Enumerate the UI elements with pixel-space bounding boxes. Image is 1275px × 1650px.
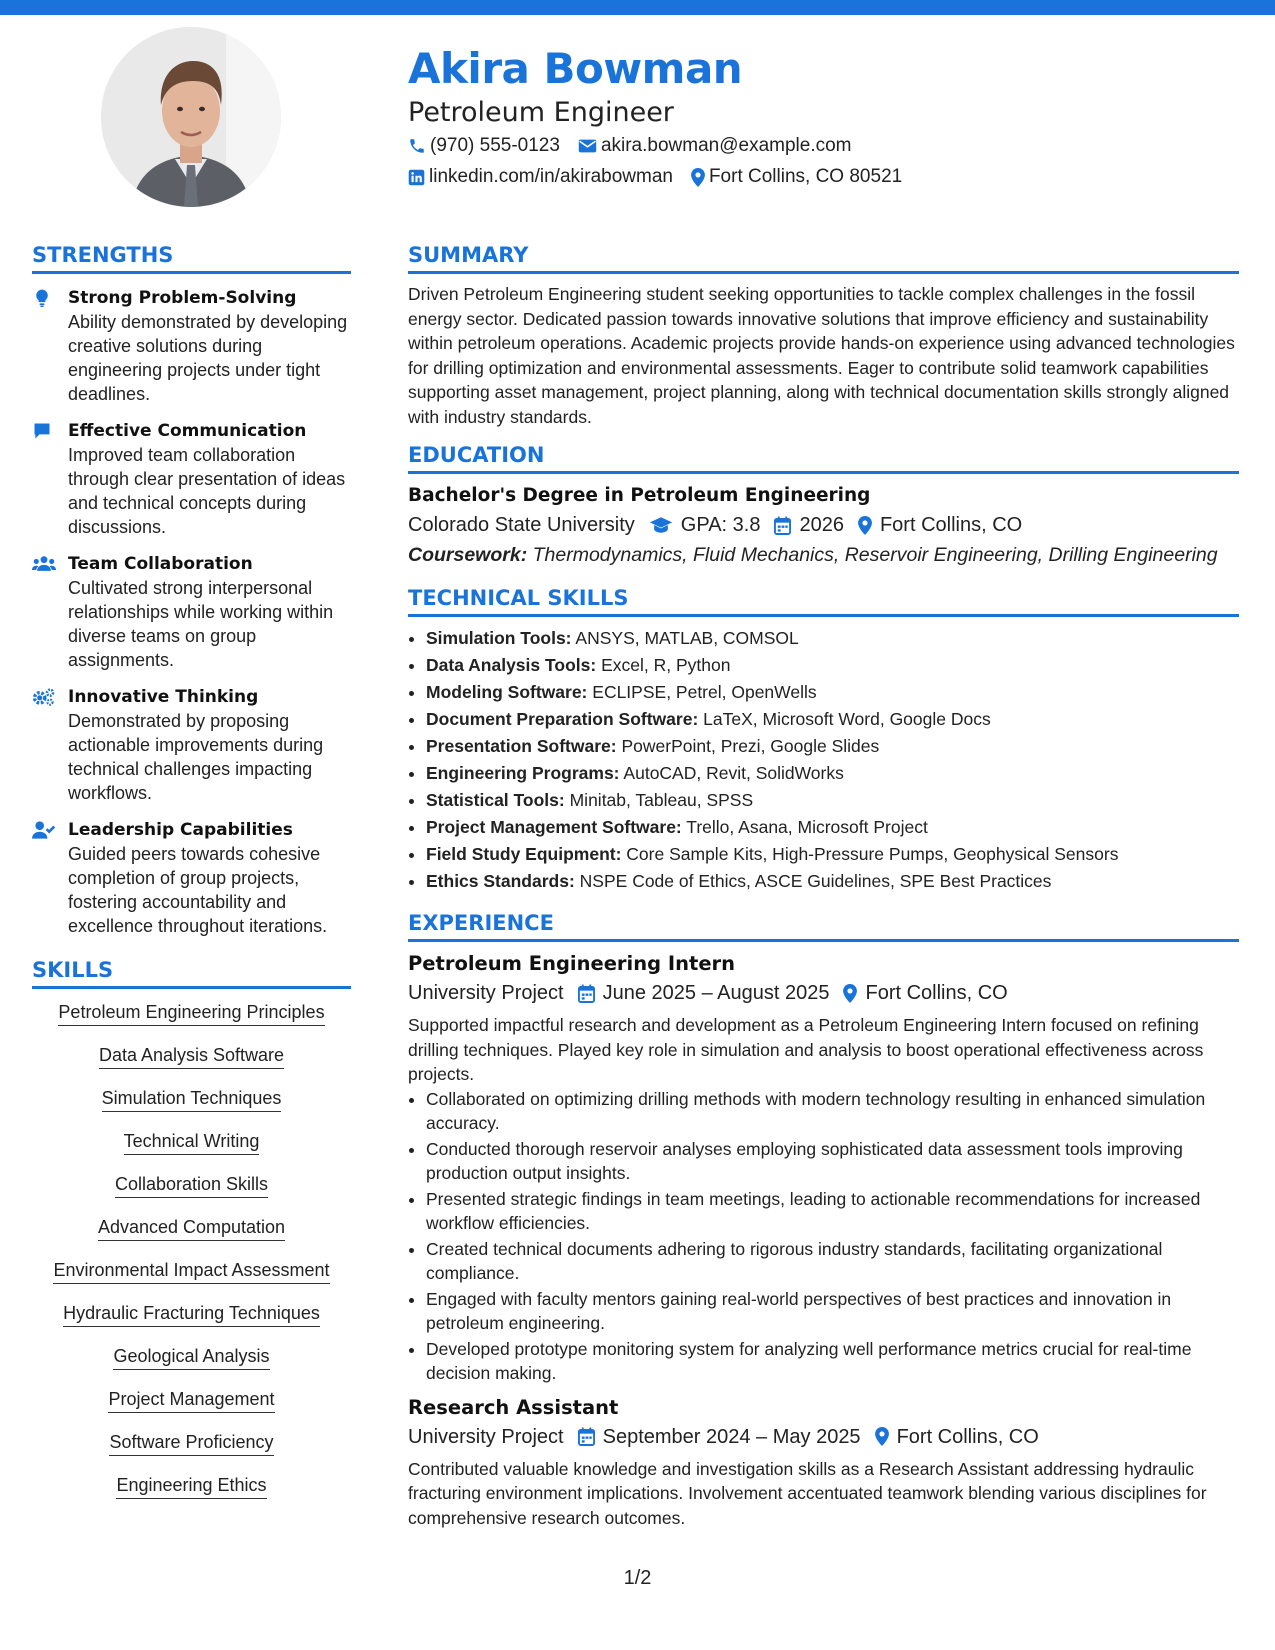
contact-row-2: [408, 162, 1238, 192]
grad-year-text: 2026: [799, 514, 844, 536]
strength-desc: Improved team collaboration through clear presentation of ideas and technical concepts during discussions.: [68, 445, 346, 537]
skill-tag: Engineering Ethics: [116, 1474, 266, 1499]
tech-label: Simulation Tools:: [426, 628, 572, 648]
list-item: [426, 706, 1239, 733]
list-item: [426, 652, 1239, 679]
job-description: Contributed valuable knowledge and investigation skills as a Research Assistant addressing hydraulic fracturing environment implications. Involvement accentuated teamwork blending various disciplines for comprehensive research outcomes.: [408, 1458, 1207, 1528]
skill-tag: Simulation Techniques: [102, 1087, 282, 1112]
skill-tag: Data Analysis Software: [99, 1044, 284, 1069]
tech-value: Minitab, Tableau, SPSS: [569, 790, 754, 810]
tech-value: NSPE Code of Ethics, ASCE Guidelines, SPE Best Practices: [579, 871, 1052, 891]
coursework: [408, 540, 1239, 570]
strength-title: Leadership Capabilities: [68, 820, 293, 840]
school-location-text: Fort Collins, CO: [879, 514, 1023, 536]
calendar-icon: [578, 1427, 595, 1446]
tech-value: Trello, Asana, Microsoft Project: [686, 817, 928, 837]
list-item: [426, 787, 1239, 814]
job-location: Fort Collins, CO: [865, 982, 1008, 1004]
strength-title: Team Collaboration: [68, 554, 253, 574]
education-heading: EDUCATION: [408, 441, 1239, 474]
page-number: 1/2: [623, 1567, 652, 1589]
job-bullets: [408, 1087, 1239, 1386]
lightbulb-icon: [32, 288, 52, 308]
tech-label: Document Preparation Software:: [426, 709, 699, 729]
school-name: Colorado State University: [408, 514, 635, 536]
user-check-icon: [32, 820, 56, 840]
list-item: [426, 760, 1239, 787]
graduation-cap-icon: [649, 516, 673, 534]
strength-desc: Demonstrated by proposing actionable improvements during technical challenges impacting workflows.: [68, 711, 324, 803]
list-item: [426, 868, 1239, 895]
job-meta: [408, 1422, 1239, 1452]
coursework-label: Coursework:: [408, 544, 528, 566]
top-accent-bar: [0, 0, 1275, 15]
location-text: Fort Collins, CO 80521: [708, 166, 903, 187]
skill-tag: Geological Analysis: [113, 1345, 269, 1370]
technical-skills-list: [408, 625, 1239, 895]
experience-heading: EXPERIENCE: [408, 909, 1239, 942]
list-item: [426, 733, 1239, 760]
strength-item: [32, 685, 351, 805]
job-location: Fort Collins, CO: [896, 1425, 1039, 1448]
tech-value: PowerPoint, Prezi, Google Slides: [621, 736, 880, 756]
tech-label: Engineering Programs:: [426, 763, 620, 783]
strengths-list: [32, 282, 351, 938]
tech-value: ANSYS, MATLAB, COMSOL: [575, 628, 799, 648]
job-dates-item: [578, 978, 830, 1008]
tech-value: Excel, R, Python: [601, 655, 731, 675]
calendar-icon: [774, 516, 791, 535]
job-description: Supported impactful research and development as a Petroleum Engineering Intern focused on refining drilling techniques. Played key role in simulation and analysis to boost operational effectiveness across projects.: [408, 1015, 1204, 1084]
job-dates: September 2024 – May 2025: [602, 1425, 861, 1448]
email-item: [578, 131, 852, 161]
list-item: [426, 841, 1239, 868]
map-pin-icon: [691, 168, 705, 187]
skills-heading: SKILLS: [32, 956, 351, 989]
phone-icon: [408, 137, 426, 155]
gpa-item: [649, 510, 761, 540]
map-pin-icon: [858, 516, 872, 535]
linkedin-item: [408, 162, 673, 192]
tech-label: Presentation Software:: [426, 736, 617, 756]
strength-title: Innovative Thinking: [68, 687, 259, 707]
job-entry: [408, 950, 1239, 1386]
summary-text: Driven Petroleum Engineering student seeking opportunities to tackle complex challenges in the fossil energy sector. Dedicated passion towards innovative solutions that improve efficiency and sustainability within petroleum operations. Academic projects provide hands-on experience using advanced technologies for drilling optimization and environmental assessments. Eager to contribute solid teamwork capabilities supporting asset management, project planning, along with technical documentation skills strongly aligned with industry standards.: [408, 284, 1235, 427]
right-column: [408, 241, 1239, 1530]
users-icon: [32, 554, 56, 574]
candidate-name: Akira Bowman: [408, 44, 743, 93]
tech-label: Data Analysis Tools:: [426, 655, 597, 675]
candidate-title: Petroleum Engineer: [408, 97, 674, 128]
job-org: University Project: [408, 982, 564, 1004]
location-item: [691, 162, 902, 192]
job-title: Petroleum Engineering Intern: [408, 952, 736, 975]
list-item: [426, 625, 1239, 652]
tech-label: Project Management Software:: [426, 817, 682, 837]
map-pin-icon: [843, 984, 857, 1003]
phone-item: [408, 131, 560, 161]
list-item: • Conducted thorough reservoir analyses employing sophisticated data assessment tools improving production output insights.: [426, 1137, 1239, 1186]
skill-tag: Environmental Impact Assessment: [53, 1259, 329, 1284]
strength-title: Effective Communication: [68, 421, 307, 441]
strength-item: [32, 419, 351, 539]
linkedin-icon: [408, 169, 425, 186]
job-org: University Project: [408, 1425, 564, 1448]
left-column: [32, 241, 351, 1517]
tech-label: Field Study Equipment:: [426, 844, 622, 864]
job-dates-item: [578, 1422, 861, 1452]
map-pin-icon: [875, 1427, 889, 1446]
skill-tag: Advanced Computation: [98, 1216, 285, 1241]
list-item: [426, 814, 1239, 841]
list-item: • Collaborated on optimizing drilling methods with modern technology resulting in enhanced simulation accuracy.: [426, 1087, 1239, 1136]
education-meta: [408, 510, 1239, 540]
list-item: • Developed prototype monitoring system for analyzing well performance metrics crucial for real-time decision making.: [426, 1337, 1239, 1386]
job-meta: [408, 978, 1239, 1008]
tech-label: Ethics Standards:: [426, 871, 575, 891]
coursework-text: Thermodynamics, Fluid Mechanics, Reservoir Engineering, Drilling Engineering: [532, 544, 1218, 566]
linkedin-text[interactable]: linkedin.com/in/akirabowman: [429, 166, 673, 187]
tech-value: ECLIPSE, Petrel, OpenWells: [592, 682, 817, 702]
skill-tag: Hydraulic Fracturing Techniques: [63, 1302, 320, 1327]
strength-desc: Cultivated strong interpersonal relationships while working within diverse teams on group assignments.: [68, 578, 334, 670]
list-item: [426, 679, 1239, 706]
technical-skills-heading: TECHNICAL SKILLS: [408, 584, 1239, 617]
tech-value: LaTeX, Microsoft Word, Google Docs: [703, 709, 991, 729]
list-item: • Engaged with faculty mentors gaining real-world perspectives of best practices and innovation in petroleum engineering.: [426, 1287, 1239, 1336]
resume-header: [408, 40, 1238, 192]
skill-tag: Software Proficiency: [109, 1431, 273, 1456]
strength-title: Strong Problem-Solving: [68, 288, 297, 308]
list-item: • Presented strategic findings in team meetings, leading to actionable recommendations for increased workflow efficiencies.: [426, 1187, 1239, 1236]
list-item: • Created technical documents adhering to rigorous industry standards, facilitating organizational compliance.: [426, 1237, 1239, 1286]
strength-desc: Guided peers towards cohesive completion of group projects, fostering accountability and excellence throughout iterations.: [68, 844, 328, 936]
skill-tag: Technical Writing: [124, 1130, 260, 1155]
strength-item: [32, 286, 351, 406]
profile-photo: [101, 27, 281, 207]
skill-tag: Collaboration Skills: [115, 1173, 268, 1198]
phone-text[interactable]: (970) 555-0123: [430, 135, 560, 156]
strengths-heading: STRENGTHS: [32, 241, 351, 274]
contact-row-1: [408, 131, 1238, 161]
summary-heading: SUMMARY: [408, 241, 1239, 274]
strength-desc: Ability demonstrated by developing creative solutions during engineering projects under tight deadlines.: [68, 312, 348, 404]
skills-list: [32, 997, 351, 1499]
job-location-item: [875, 1422, 1039, 1452]
email-text[interactable]: akira.bowman@example.com: [600, 135, 852, 156]
skill-tag: Project Management: [108, 1388, 274, 1413]
job-entry: [408, 1394, 1239, 1531]
job-location-item: [843, 978, 1007, 1008]
gpa-text: GPA: 3.8: [680, 514, 761, 536]
job-title: Research Assistant: [408, 1395, 619, 1419]
strength-item: [32, 818, 351, 938]
tech-value: Core Sample Kits, High-Pressure Pumps, Geophysical Sensors: [626, 844, 1119, 864]
degree-title: Bachelor's Degree in Petroleum Engineering: [408, 485, 871, 506]
comment-icon: [32, 421, 52, 441]
envelope-icon: [578, 138, 597, 154]
skill-tag: Petroleum Engineering Principles: [58, 1001, 324, 1026]
tech-label: Modeling Software:: [426, 682, 588, 702]
job-dates: June 2025 – August 2025: [602, 982, 830, 1004]
grad-year-item: [774, 510, 844, 540]
strength-item: [32, 552, 351, 672]
calendar-icon: [578, 984, 595, 1003]
school-location-item: [858, 510, 1022, 540]
gears-icon: [32, 687, 56, 707]
tech-value: AutoCAD, Revit, SolidWorks: [623, 763, 844, 783]
tech-label: Statistical Tools:: [426, 790, 565, 810]
